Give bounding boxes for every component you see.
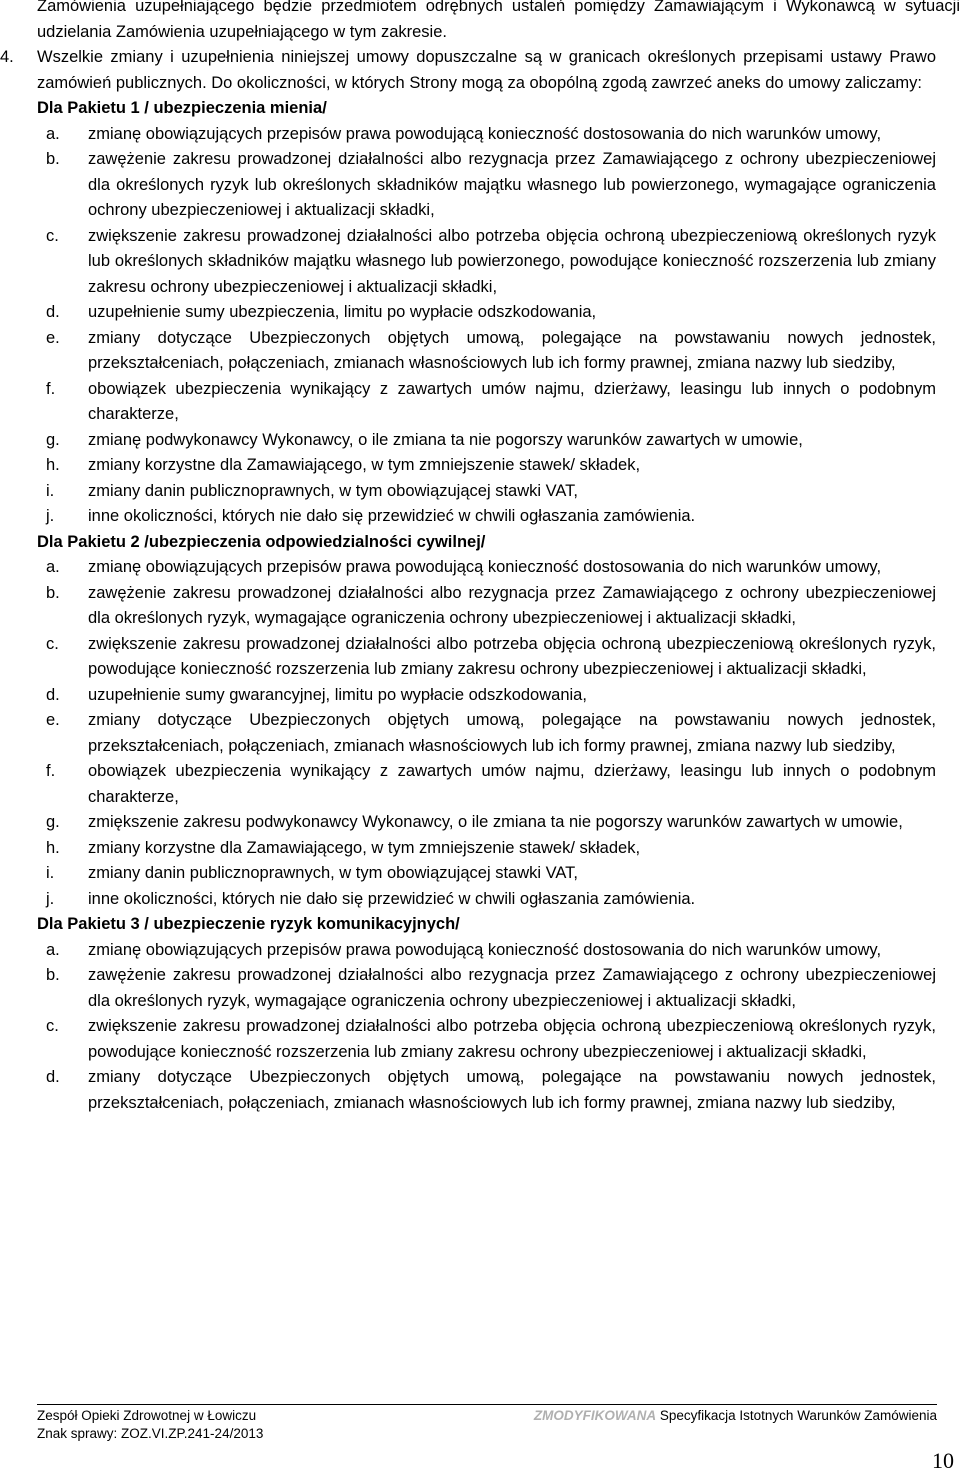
list-item-text: zmiany danin publicznoprawnych, w tym obowiązującej stawki VAT, bbox=[88, 864, 579, 882]
list-item-letter: d. bbox=[46, 685, 60, 704]
pakiet-2-list bbox=[0, 555, 960, 912]
list-item-text: obowiązek ubezpieczenia wynikający z zawartych umów najmu, dzierżawy, leasingu lub innych o podobnym charakterze, bbox=[88, 379, 936, 423]
pakiet-3-list bbox=[0, 938, 960, 1117]
list-item-text: zwiększenie zakresu prowadzonej działalności albo potrzeba objęcia ochroną ubezpieczeniową określonych ryzyk lub określonych składników majątku własnego lub powierzonego, powodujące konieczność rozszerzenia lub zmiany zakresu ochrony ubezpieczeniowej i aktualizacji składki, bbox=[88, 226, 936, 296]
list-item bbox=[0, 479, 960, 505]
list-item-text: zawężenie zakresu prowadzonej działalności albo rezygnacja przez Zamawiającego z ochrony ubezpieczeniowej dla określonych ryzyk, wymagające ograniczenia ochrony ubezpieczeniowej i aktualizacji składki, bbox=[88, 966, 936, 1010]
list-item-text: zmianę obowiązujących przepisów prawa powodującą konieczność dostosowania do nich warunków umowy, bbox=[88, 558, 882, 576]
list-item bbox=[0, 810, 960, 836]
list-item bbox=[0, 683, 960, 709]
list-item-text: zawężenie zakresu prowadzonej działalności albo rezygnacja przez Zamawiającego z ochrony ubezpieczeniowej dla określonych ryzyk lub określonych składników majątku własnego lub powierzonego, wymagające ograniczenia ochrony ubezpieczeniowej i aktualizacji składki, bbox=[88, 150, 936, 219]
list-item-text: inne okoliczności, których nie dało się przewidzieć w chwili ogłaszania zamówienia. bbox=[88, 507, 696, 525]
list-item bbox=[0, 759, 960, 810]
footer-spec-title bbox=[534, 1407, 937, 1425]
list-item bbox=[0, 147, 960, 224]
list-item-letter: b. bbox=[46, 150, 60, 168]
list-item-letter: b. bbox=[46, 583, 60, 602]
list-item bbox=[0, 1014, 960, 1065]
list-item bbox=[0, 836, 960, 862]
list-item bbox=[0, 887, 960, 913]
list-item-letter: b. bbox=[46, 966, 60, 984]
list-item bbox=[0, 708, 960, 759]
list-item-letter: j. bbox=[46, 507, 55, 525]
pakiet-1-heading: Dla Pakietu 1 / ubezpieczenia mienia/ bbox=[37, 99, 327, 117]
list-item bbox=[0, 581, 960, 632]
list-item bbox=[0, 224, 960, 301]
pakiet-1-list bbox=[0, 122, 960, 530]
page-footer bbox=[37, 1404, 937, 1443]
list-item bbox=[0, 555, 960, 581]
pakiet-3-heading: Dla Pakietu 3 / ubezpieczenie ryzyk komunikacyjnych/ bbox=[37, 915, 460, 933]
footer-case-number: Znak sprawy: ZOZ.VI.ZP.241-24/2013 bbox=[37, 1426, 264, 1441]
clause-4-number: 4. bbox=[0, 48, 14, 66]
list-item bbox=[0, 428, 960, 454]
list-item-letter: h. bbox=[46, 456, 60, 474]
list-item-text: zmiany korzystne dla Zamawiającego, w tym zmniejszenie stawek/ składek, bbox=[88, 838, 641, 857]
clause-4 bbox=[0, 45, 960, 96]
list-item bbox=[0, 122, 960, 148]
list-item-letter: c. bbox=[46, 226, 59, 245]
list-item-text: zmiany korzystne dla Zamawiającego, w tym zmniejszenie stawek/ składek, bbox=[88, 456, 641, 474]
list-item bbox=[0, 453, 960, 479]
list-item-text: zmiany dotyczące Ubezpieczonych objętych umową, polegające na powstawaniu nowych jednostek, przekształceniach, połączeniach, zmianach własnościowych lub ich formy prawnej, zmiana nazwy lub siedziby, bbox=[88, 711, 936, 755]
list-item-letter: a. bbox=[46, 124, 60, 143]
list-item-text: zmiany dotyczące Ubezpieczonych objętych umową, polegające na powstawaniu nowych jednostek, przekształceniach, połączeniach, zmianach własnościowych lub ich formy prawnej, zmiana nazwy lub siedziby, bbox=[88, 328, 936, 372]
footer-institution: Zespół Opieki Zdrowotnej w Łowiczu bbox=[37, 1408, 257, 1423]
list-item-letter: c. bbox=[46, 634, 59, 653]
list-item-text: zmianę podwykonawcy Wykonawcy, o ile zmiana ta nie pogorszy warunków zawartych w umowie, bbox=[88, 430, 803, 449]
list-item bbox=[0, 1065, 960, 1116]
list-item-letter: e. bbox=[46, 711, 60, 729]
list-item-letter: j. bbox=[46, 889, 55, 908]
footer-spec-name: Specyfikacja Istotnych Warunków Zamówienia bbox=[656, 1408, 937, 1423]
intro-continuation: Zamówienia uzupełniającego będzie przedmiotem odrębnych ustaleń pomiędzy Zamawiającym i Wykonawcą w sytuacji udzielania Zamówienia uzupełniającego w tym zakresie. bbox=[37, 0, 960, 41]
list-item-text: zawężenie zakresu prowadzonej działalności albo rezygnacja przez Zamawiającego z ochrony ubezpieczeniowej dla określonych ryzyk, wymagające ograniczenia ochrony ubezpieczeniowej i aktualizacji składki, bbox=[88, 583, 936, 627]
list-item-letter: h. bbox=[46, 838, 60, 857]
list-item bbox=[0, 963, 960, 1014]
list-item-text: zmiany dotyczące Ubezpieczonych objętych umową, polegające na powstawaniu nowych jednostek, przekształceniach, połączeniach, zmianach własnościowych lub ich formy prawnej, zmiana nazwy lub siedziby, bbox=[88, 1068, 936, 1112]
list-item-text: uzupełnienie sumy ubezpieczenia, limitu po wypłacie odszkodowania, bbox=[88, 303, 597, 321]
list-item-letter: a. bbox=[46, 558, 60, 576]
list-item-text: zwiększenie zakresu prowadzonej działalności albo potrzeba objęcia ochroną ubezpieczeniową określonych ryzyk, powodujące konieczność rozszerzenia lub zmiany zakresu ochrony ubezpieczeniowej i aktualizacji składki, bbox=[88, 1017, 936, 1061]
list-item bbox=[0, 300, 960, 326]
list-item-letter: d. bbox=[46, 1068, 60, 1086]
list-item-text: inne okoliczności, których nie dało się przewidzieć w chwili ogłaszania zamówienia. bbox=[88, 889, 696, 908]
list-item bbox=[0, 377, 960, 428]
list-item-text: zmianę obowiązujących przepisów prawa powodującą konieczność dostosowania do nich warunków umowy, bbox=[88, 940, 882, 959]
list-item-text: zwiększenie zakresu prowadzonej działalności albo potrzeba objęcia ochroną ubezpieczeniową określonych ryzyk, powodujące konieczność rozszerzenia lub zmiany zakresu ochrony ubezpieczeniowej i aktualizacji składki, bbox=[88, 634, 936, 678]
list-item-letter: e. bbox=[46, 328, 60, 347]
list-item bbox=[0, 938, 960, 964]
list-item bbox=[0, 632, 960, 683]
pakiet-2-heading: Dla Pakietu 2 /ubezpieczenia odpowiedzialności cywilnej/ bbox=[37, 532, 486, 551]
list-item-text: zmiany danin publicznoprawnych, w tym obowiązującej stawki VAT, bbox=[88, 481, 579, 500]
page-number: 10 bbox=[932, 1448, 954, 1473]
list-item-text: zmianę obowiązujących przepisów prawa powodującą konieczność dostosowania do nich warunków umowy, bbox=[88, 124, 882, 143]
list-item-letter: i. bbox=[46, 481, 55, 500]
clause-4-text: Wszelkie zmiany i uzupełnienia niniejszej umowy dopuszczalne są w granicach określonych przepisami ustawy Prawo zamówień publicznych. Do okoliczności, w których Strony mogą za obopólną zgodą zawrzeć aneks do umowy zaliczamy: bbox=[37, 48, 936, 92]
list-item-letter: g. bbox=[46, 813, 60, 831]
list-item-letter: f. bbox=[46, 762, 56, 780]
list-item-letter: c. bbox=[46, 1017, 59, 1035]
list-item bbox=[0, 861, 960, 887]
list-item bbox=[0, 326, 960, 377]
list-item-text: zmiększenie zakresu podwykonawcy Wykonawcy, o ile zmiana ta nie pogorszy warunków zawartych w umowie, bbox=[88, 813, 903, 831]
list-item-letter: d. bbox=[46, 303, 60, 321]
list-item-letter: i. bbox=[46, 864, 55, 882]
footer-modified-label: ZMODYFIKOWANA bbox=[533, 1408, 657, 1423]
list-item-letter: a. bbox=[46, 940, 60, 959]
list-item-text: uzupełnienie sumy gwarancyjnej, limitu po wypłacie odszkodowania, bbox=[88, 685, 587, 704]
list-item bbox=[0, 504, 960, 530]
list-item-text: obowiązek ubezpieczenia wynikający z zawartych umów najmu, dzierżawy, leasingu lub innych o podobnym charakterze, bbox=[88, 762, 936, 806]
list-item-letter: g. bbox=[46, 430, 60, 449]
list-item-letter: f. bbox=[46, 379, 56, 398]
